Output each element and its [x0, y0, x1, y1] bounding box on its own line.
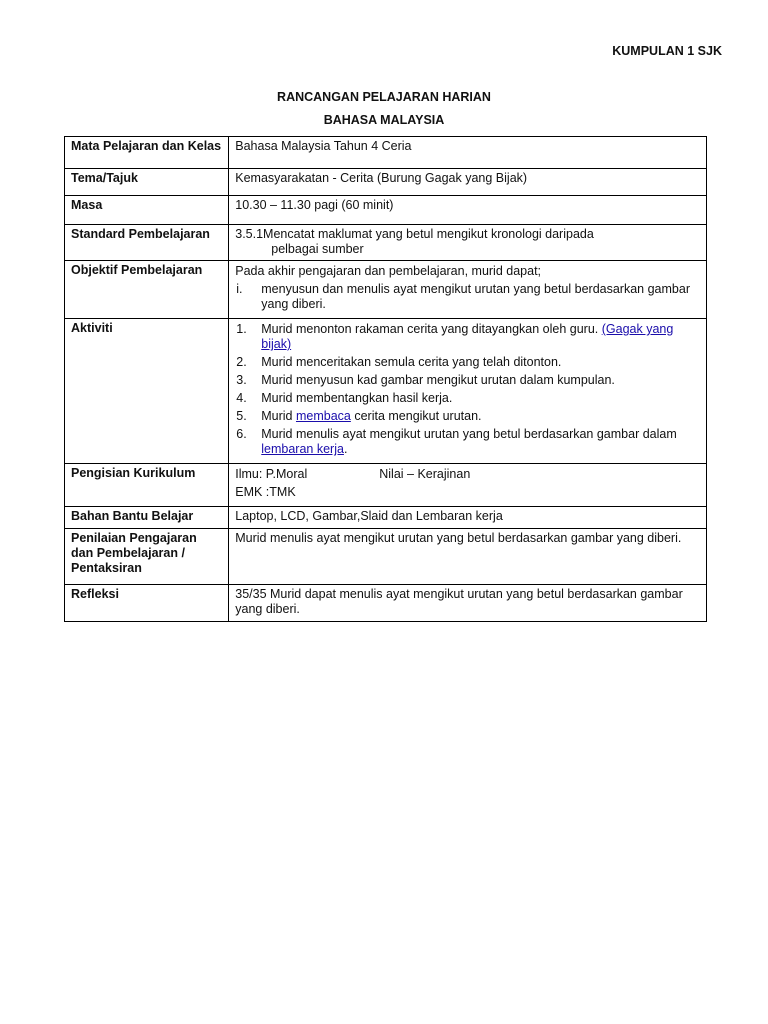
list-item: [235, 409, 700, 424]
list-text: Murid membentangkan hasil kerja.: [261, 391, 453, 405]
objektif-label: Objektif Pembelajaran: [65, 261, 229, 319]
refleksi-label: Refleksi: [65, 585, 229, 622]
penilaian-label: Penilaian Pengajaran dan Pembelajaran / Pentaksiran: [65, 529, 229, 585]
table-row: [65, 225, 707, 261]
table-row: [65, 585, 707, 622]
bahan-value: Laptop, LCD, Gambar,Slaid dan Lembaran kerja: [229, 507, 707, 529]
list-text-after: cerita mengikut urutan.: [350, 409, 482, 423]
emk-text: EMK :TMK: [235, 485, 296, 499]
group-heading: KUMPULAN 1 SJK: [612, 44, 722, 58]
table-row: [65, 464, 707, 507]
standard-line-1: 3.5.1Mencatat maklumat yang betul mengikut kronologi daripada: [235, 227, 594, 241]
list-item: [235, 322, 700, 352]
list-text: Murid menonton rakaman cerita yang ditayangkan oleh guru.: [261, 322, 602, 336]
masa-value: 10.30 – 11.30 pagi (60 minit): [229, 196, 707, 225]
aktiviti-label: Aktiviti: [65, 319, 229, 464]
penilaian-value: Murid menulis ayat mengikut urutan yang betul berdasarkan gambar yang diberi.: [229, 529, 707, 585]
aktiviti-list: [235, 322, 700, 457]
list-number: i.: [236, 282, 243, 296]
standard-line-2: pelbagai sumber: [271, 242, 364, 256]
table-row: [65, 261, 707, 319]
tema-value: Kemasyarakatan - Cerita (Burung Gagak yang Bijak): [229, 169, 707, 196]
kurikulum-value: [229, 464, 707, 507]
ilmu-text: Ilmu: P.Moral: [235, 467, 308, 481]
masa-label: Masa: [65, 196, 229, 225]
list-text: Murid menulis ayat mengikut urutan yang betul berdasarkan gambar dalam: [261, 427, 677, 441]
aktiviti-value: [229, 319, 707, 464]
nilai-text: Nilai – Kerajinan: [379, 467, 471, 481]
table-row: [65, 196, 707, 225]
tema-label: Tema/Tajuk: [65, 169, 229, 196]
gagak-video-link[interactable]: (Gagak yang bijak): [261, 322, 674, 351]
mata-value: Bahasa Malaysia Tahun 4 Ceria: [229, 137, 707, 169]
table-row: [65, 137, 707, 169]
objektif-list: [235, 282, 700, 312]
list-item: [235, 282, 700, 312]
table-row: [65, 319, 707, 464]
document-title: RANCANGAN PELAJARAN HARIAN: [277, 90, 491, 104]
list-number: 3.: [236, 373, 247, 387]
list-number: 1.: [236, 322, 247, 336]
lembaran-kerja-link[interactable]: lembaran kerja: [261, 442, 344, 456]
list-number: 4.: [236, 391, 247, 405]
list-number: 5.: [236, 409, 247, 423]
kurikulum-label: Pengisian Kurikulum: [65, 464, 229, 507]
standard-label: Standard Pembelajaran: [65, 225, 229, 261]
list-text: Murid menyusun kad gambar mengikut urutan dalam kumpulan.: [261, 373, 615, 387]
table-row: [65, 529, 707, 585]
objektif-value: [229, 261, 707, 319]
standard-value: [229, 225, 707, 261]
refleksi-value: 35/35 Murid dapat menulis ayat mengikut urutan yang betul berdasarkan gambar yang diberi.: [229, 585, 707, 622]
subject-title: BAHASA MALAYSIA: [323, 113, 445, 127]
objektif-intro: Pada akhir pengajaran dan pembelajaran, murid dapat;: [235, 264, 542, 278]
list-number: 2.: [236, 355, 247, 369]
list-text: Murid: [261, 409, 296, 423]
list-item: [235, 373, 700, 388]
table-row: [65, 169, 707, 196]
lesson-plan-table: [64, 136, 707, 622]
bahan-label: Bahan Bantu Belajar: [65, 507, 229, 529]
list-item: [235, 391, 700, 406]
table-row: [65, 507, 707, 529]
list-item: [235, 427, 700, 457]
list-text-after: .: [343, 442, 348, 456]
mata-label: Mata Pelajaran dan Kelas: [65, 137, 229, 169]
list-number: 6.: [236, 427, 247, 441]
membaca-link[interactable]: membaca: [295, 409, 351, 423]
list-text: Murid menceritakan semula cerita yang telah ditonton.: [261, 355, 562, 369]
list-item: [235, 355, 700, 370]
list-text: menyusun dan menulis ayat mengikut urutan yang betul berdasarkan gambar yang diberi.: [261, 282, 690, 311]
